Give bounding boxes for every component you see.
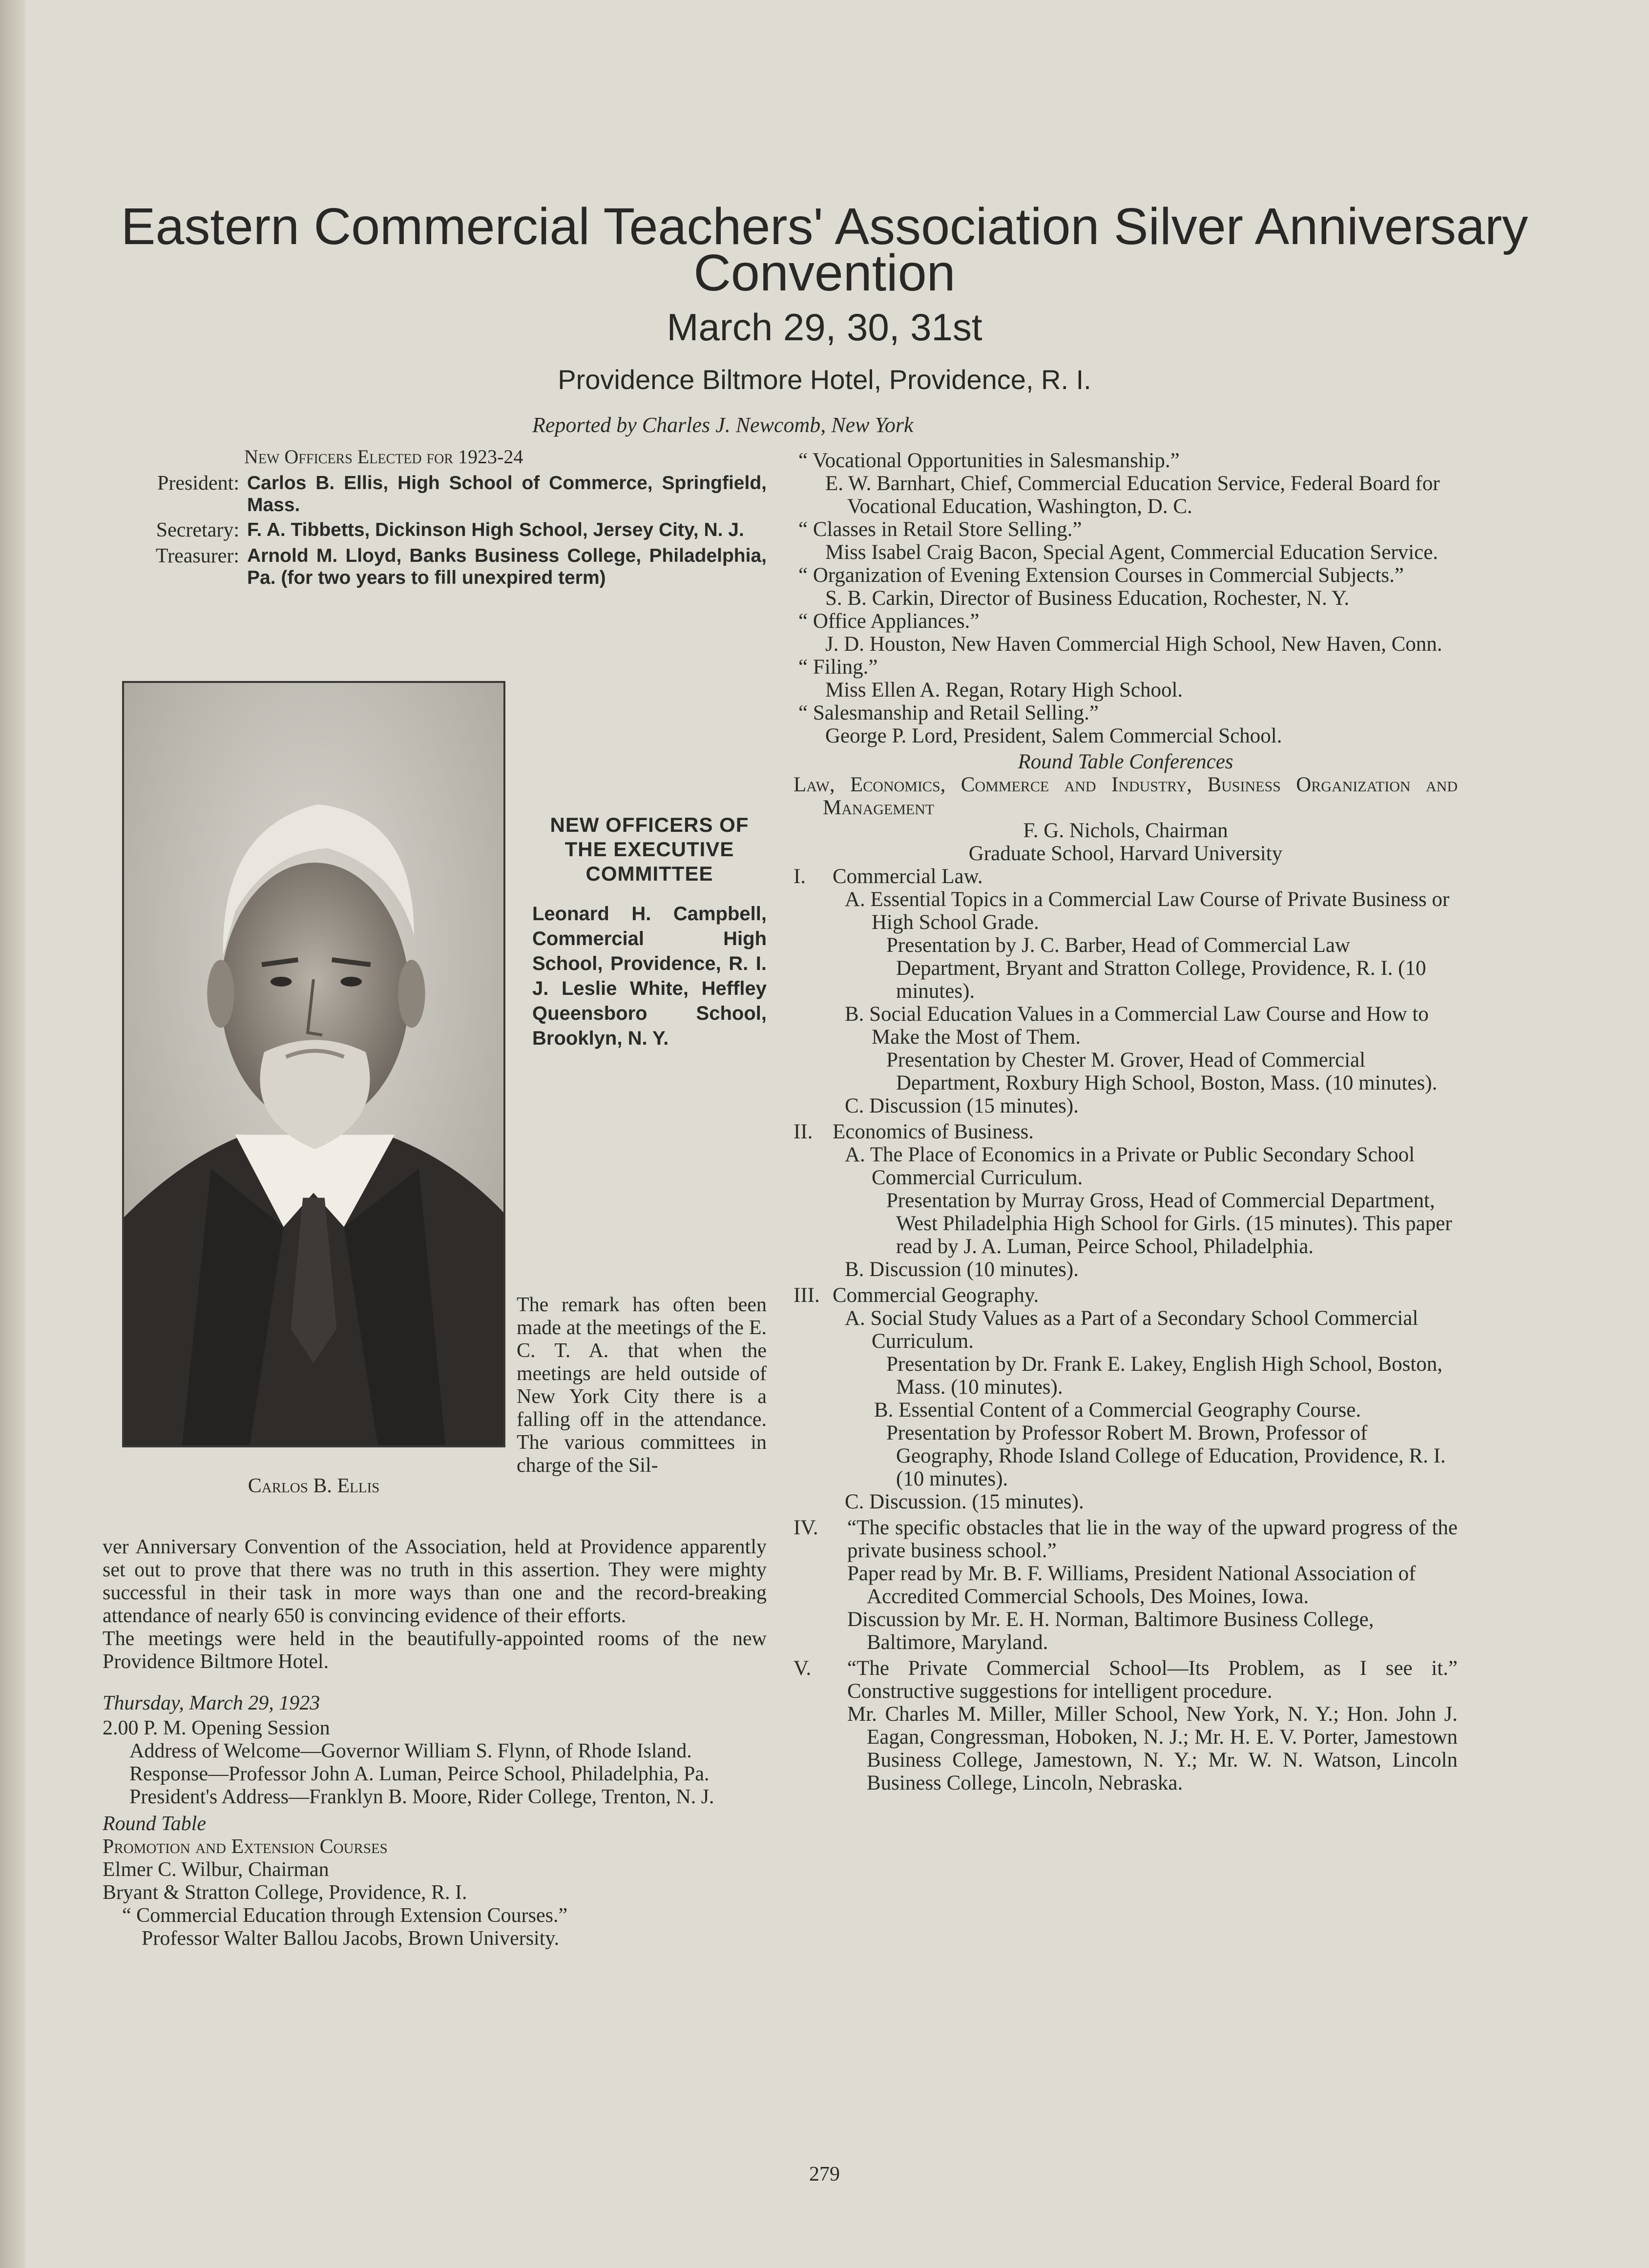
- section-title: “The specific obstacles that lie in the way of the upward progress of the private business school.”: [847, 1516, 1458, 1562]
- section-title: Economics of Business.: [833, 1120, 1034, 1143]
- section-item: B. Essential Content of a Commercial Geography Course.: [874, 1399, 1361, 1422]
- talk-title: “ Filing.”: [798, 656, 878, 679]
- talk-speaker: George P. Lord, President, Salem Commercial School.: [825, 724, 1282, 747]
- officer-president: [103, 472, 767, 516]
- section-discussion: Discussion by Mr. E. H. Norman, Baltimore Business College, Baltimore, Maryland.: [847, 1608, 1374, 1654]
- round-table-topic: Promotion and Extension Courses: [103, 1835, 388, 1858]
- section-item: A. Essential Topics in a Commercial Law Course of Private Business or High School Grade.: [845, 888, 1450, 934]
- officer-name: Arnold M. Lloyd, Banks Business College, Philadelphia, Pa. (for two years to fill unexpired term): [247, 545, 767, 588]
- portrait-photo: [122, 681, 505, 1447]
- officer-role: Treasurer:: [155, 545, 239, 567]
- conferences-topic: Law, Economics, Commerce and Industry, Business Organization and Management: [793, 773, 1458, 819]
- round-table-heading: Round Table: [103, 1813, 206, 1835]
- section-presentation: Presentation by Murray Gross, Head of Commercial Department, West Philadelphia High School for Girls. (15 minutes). This paper read by J. A. Luman, Peirce School, Philadelphia.: [886, 1189, 1452, 1258]
- article-title-line-1: Eastern Commercial Teachers' Association Silver Anniversary: [121, 198, 1528, 255]
- talk-title: “ Classes in Retail Store Selling.”: [798, 518, 1082, 541]
- section-presentation: Presentation by Professor Robert M. Brown, Professor of Geography, Rhode Island College of Education, Providence, R. I. (10 minutes).: [886, 1422, 1446, 1490]
- talk-title: “ Commercial Education through Extension Courses.”: [122, 1904, 568, 1927]
- executive-committee-heading: NEW OFFICERS OF THE EXECUTIVE COMMITTEE: [550, 813, 749, 885]
- intro-paragraph-2-text: The meetings were held in the beautifully-appointed rooms of the new Providence Biltmore Hotel.: [103, 1628, 767, 1673]
- section-item: B. Social Education Values in a Commercial Law Course and How to Make the Most of Them.: [845, 1003, 1429, 1049]
- photo-caption: Carlos B. Ellis: [248, 1475, 380, 1497]
- section-2: [793, 1120, 1458, 1143]
- officers-section: [103, 445, 767, 592]
- round-table-chair: Elmer C. Wilbur, Chairman: [103, 1858, 329, 1881]
- thursday-date: Thursday, March 29, 1923: [103, 1692, 320, 1714]
- section-presentation: Presentation by Chester M. Grover, Head of Commercial Department, Roxbury High School, Boston, Mass. (10 minutes).: [886, 1049, 1438, 1094]
- right-column: [793, 449, 1458, 1794]
- talk-speaker: Miss Ellen A. Regan, Rotary High School.: [825, 679, 1183, 701]
- section-3: [793, 1284, 1458, 1307]
- executive-committee-members: Leonard H. Campbell, Commercial High School, Providence, R. I. J. Leslie White, Heffley Queensboro School, Brooklyn, N. Y.: [532, 903, 767, 1049]
- conferences-chair-affiliation: Graduate School, Harvard University: [968, 842, 1283, 865]
- intro-text-narrow: The remark has often been made at the meetings of the E. C. T. A. that when the meetings are held outside of New York City there is a falling off in the attendance. The various committees in charge of the Sil-: [517, 1294, 767, 1477]
- page-number: 279: [809, 2163, 840, 2186]
- officer-treasurer: [103, 545, 767, 589]
- talk-title: “ Office Appliances.”: [798, 610, 980, 633]
- executive-committee-box: [532, 813, 767, 1051]
- program-item: Address of Welcome—Governor William S. Flynn, of Rhode Island.: [129, 1740, 692, 1762]
- officer-name: F. A. Tibbetts, Dickinson High School, Jersey City, N. J.: [247, 519, 744, 540]
- talk-title: “ Salesmanship and Retail Selling.”: [798, 701, 1099, 724]
- round-table-chair-affiliation: Bryant & Stratton College, Providence, R. I.: [103, 1881, 467, 1904]
- talk-speaker: Professor Walter Ballou Jacobs, Brown University.: [142, 1927, 560, 1950]
- convention-dates: March 29, 30, 31st: [667, 306, 982, 349]
- section-4: [793, 1516, 1458, 1562]
- talk-speaker: Miss Isabel Craig Bacon, Special Agent, Commercial Education Service.: [825, 541, 1439, 564]
- section-number: III.: [793, 1284, 820, 1307]
- lower-left-column: [103, 1536, 767, 1950]
- session-title: Opening Session: [191, 1717, 330, 1739]
- section-item: C. Discussion (15 minutes).: [845, 1094, 1079, 1117]
- section-number: IV.: [793, 1516, 818, 1539]
- section-1: [793, 865, 1458, 888]
- section-item: A. Social Study Values as a Part of a Secondary School Commercial Curriculum.: [845, 1307, 1419, 1353]
- section-item: A. The Place of Economics in a Private or Public Secondary School Commercial Curriculum.: [845, 1143, 1415, 1189]
- section-presentation: Presentation by J. C. Barber, Head of Commercial Law Department, Bryant and Stratton College, Providence, R. I. (10 minutes).: [886, 934, 1426, 1003]
- conferences-chair: F. G. Nichols, Chairman: [1023, 819, 1228, 842]
- section-item: C. Discussion. (15 minutes).: [845, 1490, 1084, 1513]
- section-presentation: Presentation by Dr. Frank E. Lakey, English High School, Boston, Mass. (10 minutes).: [886, 1353, 1442, 1399]
- officer-role: President:: [157, 472, 239, 495]
- section-participants: Mr. Charles M. Miller, Miller School, New York, N. Y.; Hon. John J. Eagan, Congressman, Hoboken, N. J.; Mr. H. E. V. Porter, Jamestown Business College, Jamestown, N. Y.; Mr. W. N. Watson, Lincoln Business College, Lincoln, Nebraska.: [847, 1703, 1458, 1794]
- talk-title: “ Organization of Evening Extension Courses in Commercial Subjects.”: [798, 564, 1404, 587]
- intro-text-continued: ver Anniversary Convention of the Association, held at Providence apparently set out to prove that there was no truth in this assertion. They were mighty successful in their task in more ways than one and the record-breaking attendance of nearly 650 is convincing evidence of their efforts.: [103, 1536, 767, 1627]
- section-title: “The Private Commercial School—Its Problem, as I see it.” Constructive suggestions for intelligent procedure.: [847, 1657, 1458, 1703]
- talk-speaker: S. B. Carkin, Director of Business Education, Rochester, N. Y.: [825, 587, 1350, 610]
- byline: Reported by Charles J. Newcomb, New York: [532, 413, 914, 437]
- section-5: [793, 1657, 1458, 1703]
- session-time: 2.00 P. M.: [103, 1717, 187, 1739]
- opening-session-line: [103, 1717, 767, 1740]
- article-title-line-2: Convention: [693, 244, 956, 302]
- intro-paragraph-2: [103, 1628, 767, 1673]
- section-number: I.: [793, 865, 806, 888]
- section-item: B. Discussion (10 minutes).: [845, 1258, 1079, 1281]
- officer-name: Carlos B. Ellis, High School of Commerce, Springfield, Mass.: [247, 473, 767, 515]
- officer-role: Secretary:: [156, 519, 239, 541]
- section-number: V.: [793, 1657, 812, 1680]
- section-number: II.: [793, 1120, 813, 1143]
- program-item: President's Address—Franklyn B. Moore, Rider College, Trenton, N. J.: [129, 1786, 714, 1808]
- section-title: Commercial Geography.: [833, 1284, 1039, 1307]
- officers-heading: New Officers Elected for 1923-24: [244, 446, 523, 468]
- talk-speaker: J. D. Houston, New Haven Commercial High School, New Haven, Conn.: [825, 633, 1442, 656]
- conferences-heading: Round Table Conferences: [1018, 750, 1233, 773]
- talk-speaker: E. W. Barnhart, Chief, Commercial Education Service, Federal Board for Vocational Education, Washington, D. C.: [825, 472, 1440, 518]
- officer-secretary: [103, 519, 767, 542]
- talk-title: “ Vocational Opportunities in Salesmanship.”: [798, 449, 1180, 472]
- convention-venue: Providence Biltmore Hotel, Providence, R. I.: [558, 364, 1091, 395]
- section-title: Commercial Law.: [833, 865, 983, 888]
- program-item: Response—Professor John A. Luman, Peirce School, Philadelphia, Pa.: [129, 1763, 710, 1785]
- section-paper: Paper read by Mr. B. F. Williams, President National Association of Accredited Commercial Schools, Des Moines, Iowa.: [847, 1562, 1416, 1608]
- portrait-illustration: [124, 683, 503, 1445]
